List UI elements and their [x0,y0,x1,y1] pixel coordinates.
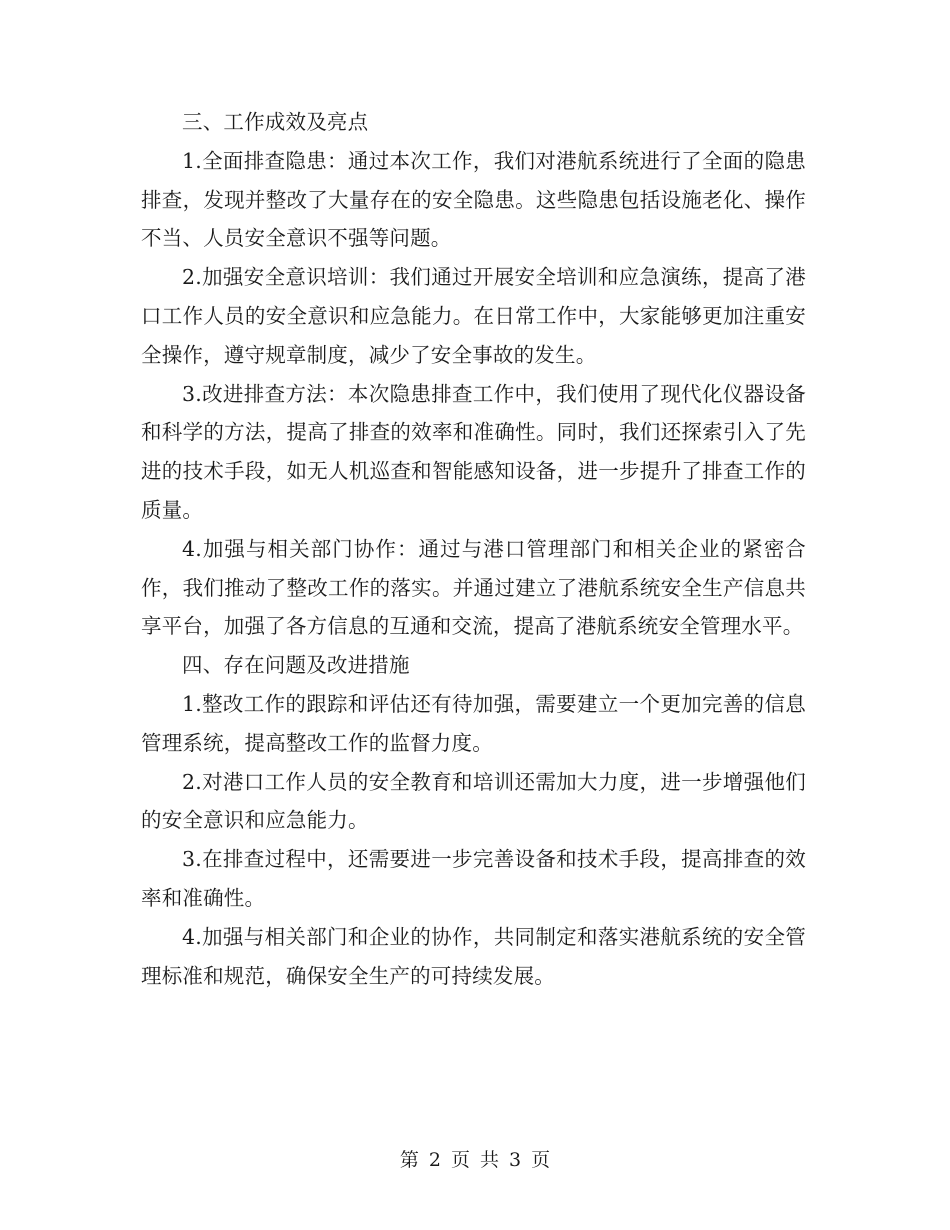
paragraph: 1.全面排查隐患：通过本次工作，我们对港航系统进行了全面的隐患排查，发现并整改了大量存在的安全隐患。这些隐患包括设施老化、操作不当、人员安全意识不强等问题。 [141,148,806,251]
page-number-footer: 第 2 页 共 3 页 [399,1149,551,1171]
section-heading: 四、存在问题及改进措施 [182,653,410,678]
paragraph: 1.整改工作的跟踪和评估还有待加强，需要建立一个更加完善的信息管理系统，提高整改工作的监督力度。 [141,691,806,755]
paragraph: 2.加强安全意识培训：我们通过开展安全培训和应急演练，提高了港口工作人员的安全意识和应急能力。在日常工作中，大家能够更加注重安全操作，遵守规章制度，减少了安全事故的发生。 [141,265,806,367]
paragraph: 3.改进排查方法：本次隐患排查工作中，我们使用了现代化仪器设备和科学的方法，提高了排查的效率和准确性。同时，我们还探索引入了先进的技术手段，如无人机巡查和智能感知设备，进一步提升了排查工作的质量。 [141,381,806,522]
paragraph: 2.对港口工作人员的安全教育和培训还需加大力度，进一步增强他们的安全意识和应急能力。 [141,769,806,833]
section-heading: 三、工作成效及亮点 [182,110,369,134]
paragraph: 4.加强与相关部门协作：通过与港口管理部门和相关企业的紧密合作，我们推动了整改工作的落实。并通过建立了港航系统安全生产信息共享平台，加强了各方信息的互通和交流，提高了港航系统安全管理水平。 [141,536,806,639]
paragraph: 4.加强与相关部门和企业的协作，共同制定和落实港航系统的安全管理标准和规范，确保安全生产的可持续发展。 [141,924,806,988]
paragraph: 3.在排查过程中，还需要进一步完善设备和技术手段，提高排查的效率和准确性。 [141,847,806,910]
document-body [141,103,806,995]
